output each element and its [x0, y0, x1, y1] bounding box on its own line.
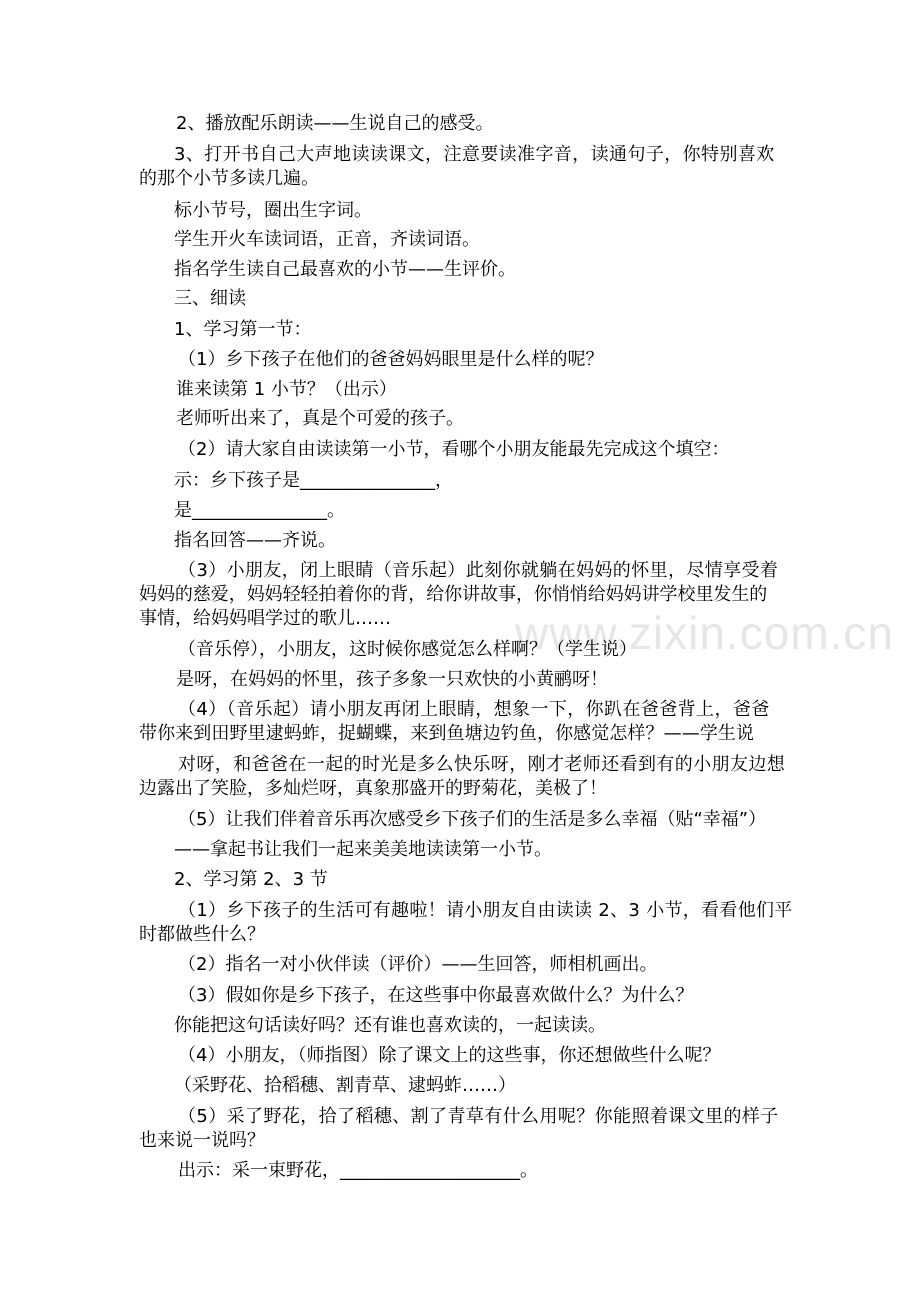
text-line: 是呀，在妈妈的怀里，孩子多象一只欢快的小黄鹂呀！ [176, 669, 608, 690]
text-line: 对呀，和爸爸在一起的时光是多么快乐呀，刚才老师还看到有的小朋友边想 [178, 754, 786, 775]
text-line: 事情，给妈妈唱学过的歌儿…… [139, 608, 391, 629]
watermark: www.zixin.com.cn [515, 607, 894, 659]
text-line: ——拿起书让我们一起来美美地读读第一小节。 [174, 839, 552, 860]
text-line: （采野花、拾稻穗、割青草、逮蚂蚱……） [174, 1075, 516, 1096]
text-line: （音乐停），小朋友，这时候你感觉怎么样啊？（学生说） [178, 639, 637, 660]
text-line: 3、打开书自己大声地读读课文，注意要读准字音，读通句子，你特别喜欢 [174, 144, 775, 165]
text-line: 边露出了笑脸，多灿烂呀，真象那盛开的野菊花，美极了！ [139, 778, 607, 799]
text-line: （1）乡下孩子的生活可有趣啦！请小朋友自由读读 2、3 小节，看看他们平 [178, 900, 793, 921]
text-line: 你能把这句话读好吗？还有谁也喜欢读的，一起读读。 [174, 1015, 606, 1036]
text-line: 也来说一说吗？ [139, 1130, 265, 1151]
text-line: 谁来读第 1 小节？（出示） [176, 379, 397, 400]
fill-blank-line: 示：乡下孩子是_______________， [174, 470, 453, 491]
text-line: （5）让我们伴着音乐再次感受乡下孩子们的生活是多么幸福（贴“幸福”） [178, 809, 767, 830]
text-line: （2）请大家自由读读第一小节，看哪个小朋友能最先完成这个填空： [178, 439, 730, 460]
text-line: （4）（音乐起）请小朋友再闭上眼睛，想象一下，你趴在爸爸背上，爸爸 [178, 699, 770, 720]
text-line: （2）指名一对小伙伴读（评价）——生回答，师相机画出。 [178, 954, 658, 975]
text-line: 2、播放配乐朗读——生说自己的感受。 [176, 113, 494, 134]
text-line: 1、学习第一节： [174, 319, 312, 340]
fill-blank-line: 是_______________。 [174, 500, 345, 521]
text-line: （3）假如你是乡下孩子，在这些事中你最喜欢做什么？为什么？ [178, 985, 694, 1006]
section-heading: 2、学习第 2、3 节 [174, 869, 328, 890]
text-line: 指名学生读自己最喜欢的小节——生评价。 [174, 259, 516, 280]
text-line: 标小节号，圈出生字词。 [174, 200, 372, 221]
section-heading: 三、细读 [174, 288, 246, 309]
text-line: 老师听出来了，真是个可爱的孩子。 [176, 408, 464, 429]
text-line: 带你来到田野里逮蚂蚱，捉蝴蝶，来到鱼塘边钓鱼，你感觉怎样？——学生说 [139, 723, 755, 744]
text-line: （4）小朋友，（师指图）除了课文上的这些事，你还想做些什么呢？ [178, 1045, 721, 1066]
text-line: 的那个小节多读几遍。 [139, 168, 319, 189]
text-line: （1）乡下孩子在他们的爸爸妈妈眼里是什么样的呢？ [178, 349, 604, 370]
text-line: 时都做些什么？ [139, 924, 265, 945]
text-line: （5）采了野花，拾了稻穗、割了青草有什么用呢？你能照着课文里的样子 [178, 1106, 779, 1127]
text-line: 指名回答——齐说。 [174, 530, 336, 551]
fill-blank-line: 出示：采一束野花，____________________。 [178, 1160, 538, 1181]
text-line: （3）小朋友，闭上眼睛（音乐起）此刻你就躺在妈妈的怀里，尽情享受着 [178, 560, 779, 581]
text-line: 妈妈的慈爱，妈妈轻轻拍着你的背，给你讲故事，你悄悄给妈妈讲学校里发生的 [139, 584, 768, 605]
text-line: 学生开火车读词语，正音，齐读词语。 [174, 229, 480, 250]
